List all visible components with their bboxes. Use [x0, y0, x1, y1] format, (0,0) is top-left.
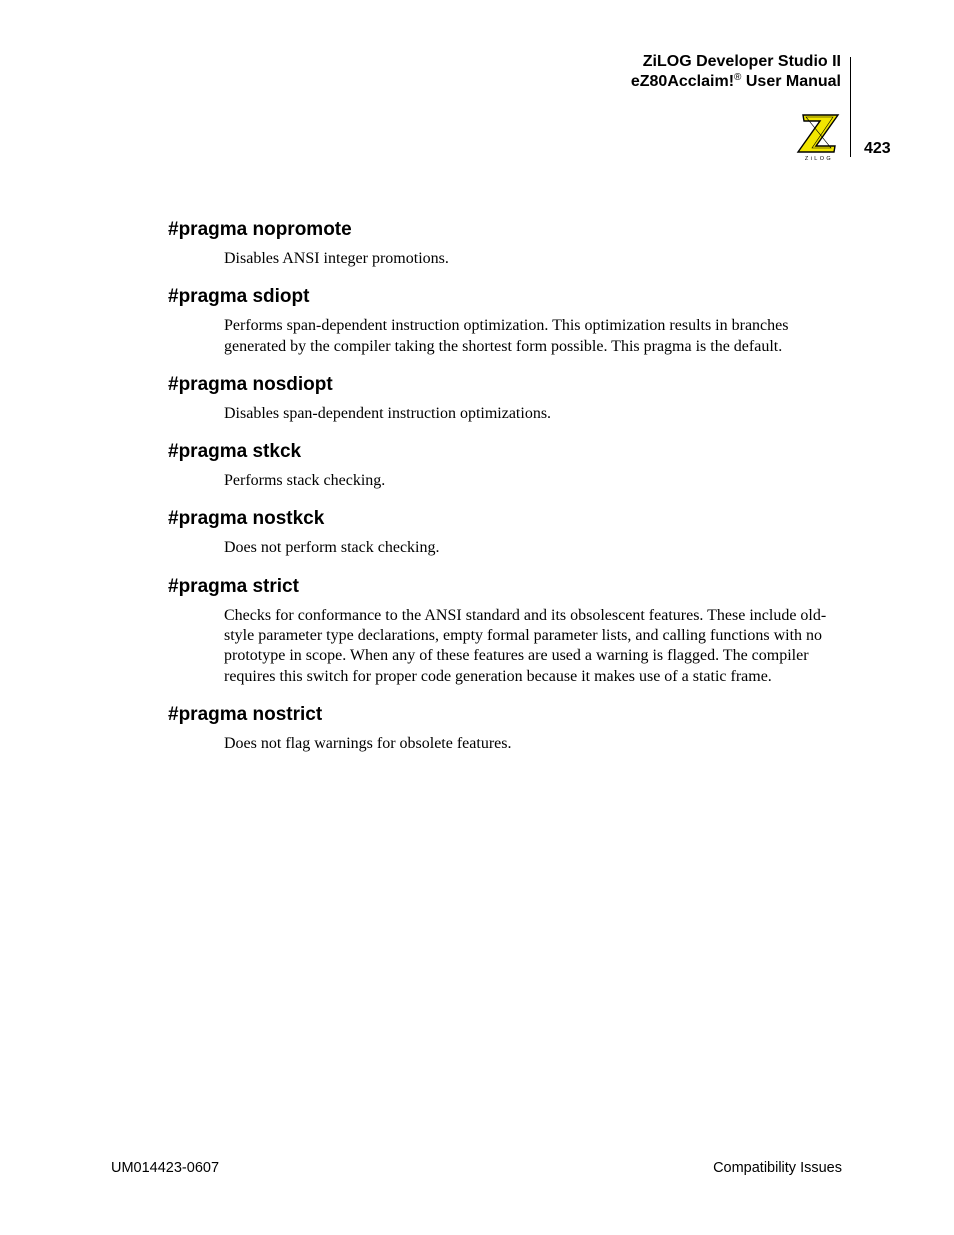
- section-heading: #pragma nostrict: [168, 703, 323, 725]
- section-stkck: [168, 440, 848, 491]
- section-heading: #pragma nopromote: [168, 219, 352, 240]
- footer-doc-number: UM014423-0607: [111, 1160, 220, 1176]
- header-manual-suffix: User Manual: [745, 73, 841, 90]
- section-body: Performs span-dependent instruction optimization. This optimization results in branches generated by the compiler taking the shortest form possible. This pragma is the default.: [224, 317, 789, 355]
- section-heading: #pragma stkck: [168, 441, 302, 463]
- page-number: 423: [864, 140, 891, 157]
- footer-chapter-title: Compatibility Issues: [713, 1160, 842, 1176]
- page-content: [168, 218, 848, 770]
- section-body: Disables ANSI integer promotions.: [224, 250, 449, 267]
- section-heading: #pragma nosdiopt: [168, 373, 333, 395]
- running-header: [631, 52, 841, 92]
- section-strict: [168, 575, 848, 687]
- section-body: Does not flag warnings for obsolete features.: [224, 734, 512, 752]
- section-heading: #pragma nostkck: [168, 508, 325, 530]
- logo-wordmark: ZiLOG: [804, 156, 834, 162]
- section-nopromote: [168, 218, 848, 269]
- section-sdiopt: [168, 285, 848, 357]
- section-body: Disables span-dependent instruction optimizations.: [224, 404, 552, 422]
- section-body: Performs stack checking.: [224, 472, 386, 490]
- section-nostrict: [168, 703, 848, 754]
- section-heading: #pragma sdiopt: [168, 286, 310, 308]
- header-vertical-rule: [850, 57, 851, 157]
- header-product-name: eZ80Acclaim!: [630, 73, 735, 90]
- registered-mark: ®: [734, 72, 742, 83]
- section-nostkck: [168, 507, 848, 558]
- section-nosdiopt: [168, 373, 848, 424]
- section-body: Checks for conformance to the ANSI standard and its obsolescent features. These include old-style parameter type declarations, empty formal parameter lists, and calling functions with no prototype in scope. When any of these features are used a warning is flagged. The compiler requires this switch for proper code generation because it makes use of a static frame.: [224, 606, 827, 685]
- section-body: Does not perform stack checking.: [224, 539, 440, 557]
- header-product-title: ZiLOG Developer Studio II: [642, 53, 841, 70]
- zilog-logo-icon: [795, 112, 843, 162]
- header-manual-title: [631, 72, 841, 92]
- section-heading: #pragma strict: [168, 575, 299, 597]
